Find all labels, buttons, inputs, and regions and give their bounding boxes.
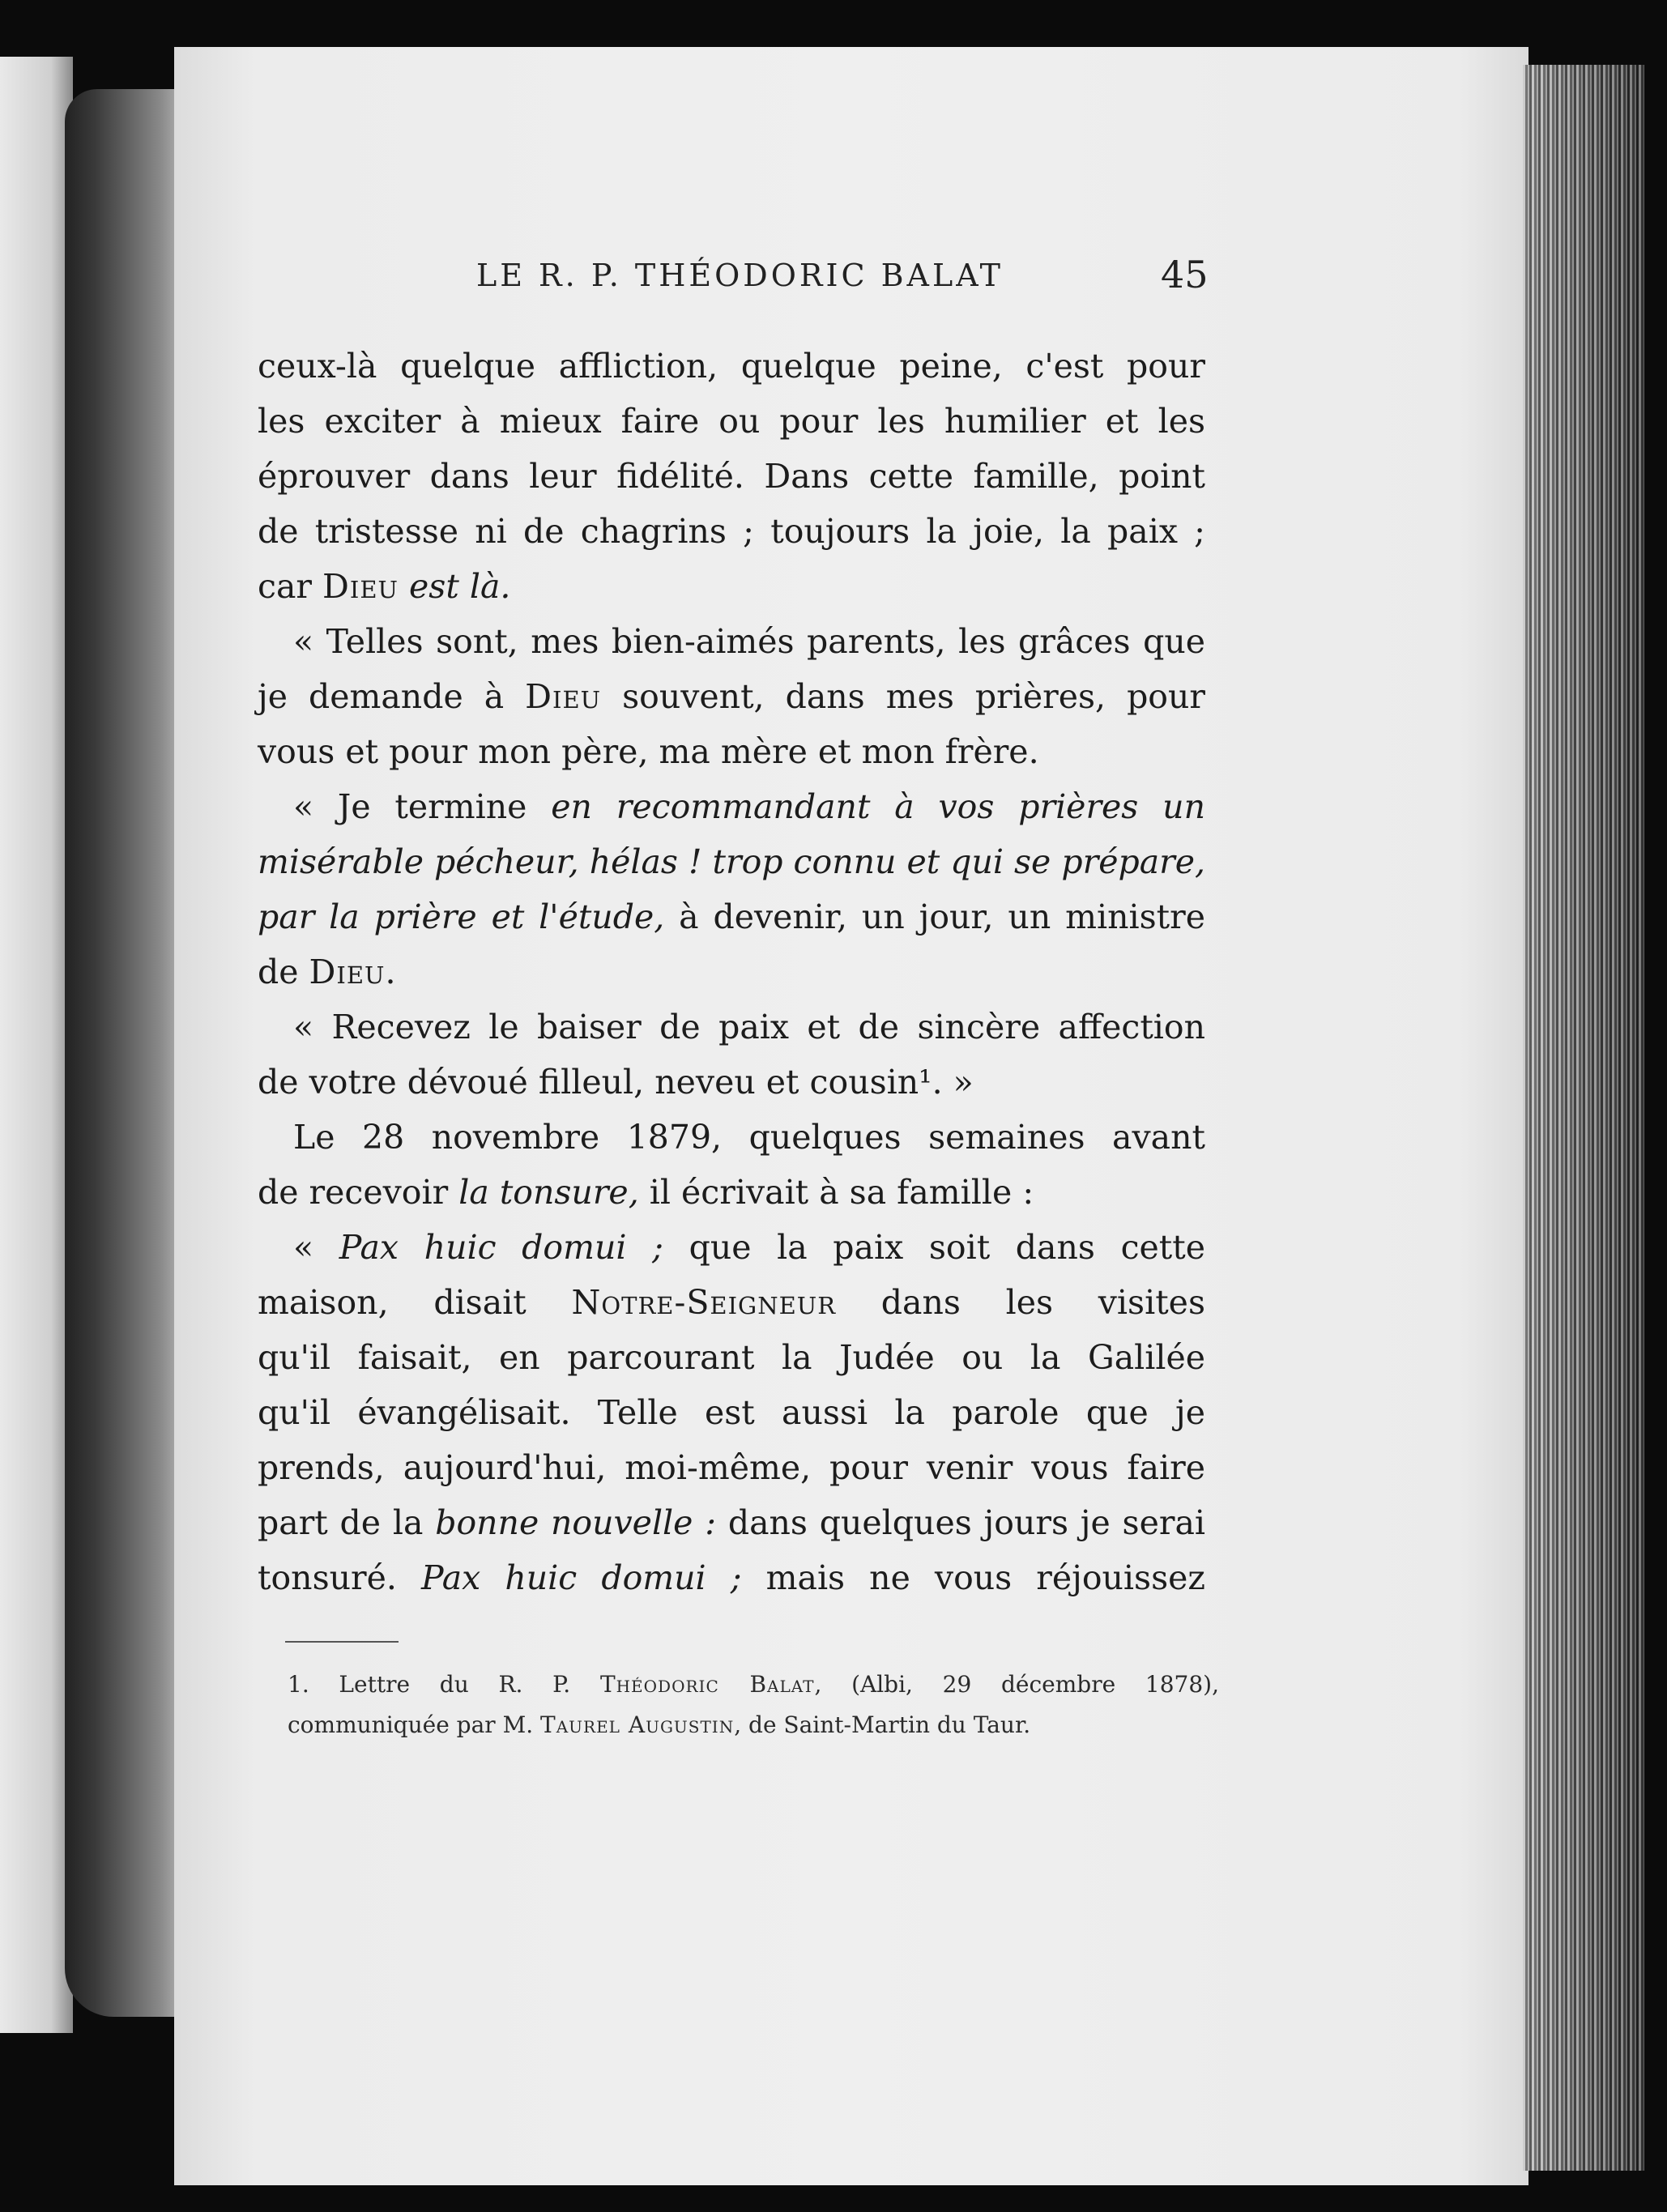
italic-phrase: la tonsure,	[458, 1173, 639, 1212]
footnote-rule	[285, 1641, 399, 1643]
text-line: prends, aujourd'hui, moi-même, pour venir vous faire	[258, 1448, 1205, 1487]
footnote-line: communiquée par M. Taurel Augustin, de Saint-Martin du Taur.	[288, 1711, 1031, 1738]
text-line: de recevoir la tonsure, il écrivait à sa famille :	[258, 1173, 1034, 1212]
small-caps-word: Dieu	[322, 567, 399, 606]
text-line: car Dieu est là.	[258, 567, 511, 606]
text-line: éprouver dans leur fidélité. Dans cette famille, point	[258, 457, 1205, 496]
italic-phrase: est là.	[398, 567, 511, 606]
left-page-edge	[0, 57, 73, 2033]
text-line: « Recevez le baiser de paix et de sincère affection	[293, 1008, 1205, 1046]
small-caps-name: Théodoric Balat	[599, 1671, 815, 1698]
book-gutter-shadow	[65, 89, 186, 2017]
text-line: qu'il évangélisait. Telle est aussi la parole que je	[258, 1393, 1205, 1432]
footnotes	[288, 1664, 1219, 1745]
text-line: part de la bonne nouvelle : dans quelques jours je serai	[258, 1503, 1206, 1542]
footnote-line: 1. Lettre du R. P. Théodoric Balat, (Albi, 29 décembre 1878),	[288, 1671, 1219, 1698]
text-line: par la prière et l'étude, à devenir, un jour, un ministre	[258, 897, 1206, 936]
italic-phrase: Pax huic domui ;	[339, 1228, 663, 1267]
text-line: de votre dévoué filleul, neveu et cousin¹. »	[258, 1063, 974, 1102]
text-line: maison, disait Notre-Seigneur dans les visites	[258, 1283, 1205, 1322]
italic-phrase: Pax huic domui ;	[420, 1558, 742, 1597]
text-line	[258, 834, 1205, 889]
body-text	[258, 339, 1205, 1605]
text-line: « Telles sont, mes bien-aimés parents, les grâces que	[293, 622, 1205, 661]
page-number: 45	[1161, 253, 1209, 296]
italic-phrase: bonne nouvelle :	[435, 1503, 717, 1542]
small-caps-word: Notre-Seigneur	[571, 1283, 837, 1322]
text-line: qu'il faisait, en parcourant la Judée ou la Galilée	[258, 1338, 1205, 1377]
small-caps-word: Dieu	[309, 953, 386, 991]
text-line: tonsuré. Pax huic domui ; mais ne vous réjouissez	[258, 1558, 1205, 1597]
small-caps-name: Taurel Augustin	[540, 1711, 735, 1738]
italic-phrase: misérable pécheur, hélas ! trop connu et qui se prépare,	[258, 842, 1206, 881]
italic-phrase: en recommandant à vos prières un	[551, 787, 1205, 826]
text-line: je demande à Dieu souvent, dans mes prières, pour	[258, 677, 1205, 716]
text-line: de tristesse ni de chagrins ; toujours la joie, la paix ;	[258, 512, 1205, 551]
text-line: « Pax huic domui ; que la paix soit dans cette	[293, 1228, 1206, 1267]
italic-phrase: par la prière et l'étude,	[258, 897, 665, 936]
text-line: vous et pour mon père, ma mère et mon frère.	[258, 732, 1039, 771]
text-line: ceux-là quelque affliction, quelque peine, c'est pour	[258, 347, 1205, 386]
text-line: de Dieu.	[258, 953, 396, 991]
text-line: « Je termine en recommandant à vos prières un	[293, 787, 1205, 826]
right-page-edges-shading	[1523, 65, 1644, 2171]
running-title: LE R. P. THÉODORIC BALAT	[476, 258, 1004, 293]
small-caps-word: Dieu	[525, 677, 602, 716]
text-line: les exciter à mieux faire ou pour les humilier et les	[258, 402, 1205, 441]
text-line: Le 28 novembre 1879, quelques semaines avant	[293, 1118, 1205, 1157]
